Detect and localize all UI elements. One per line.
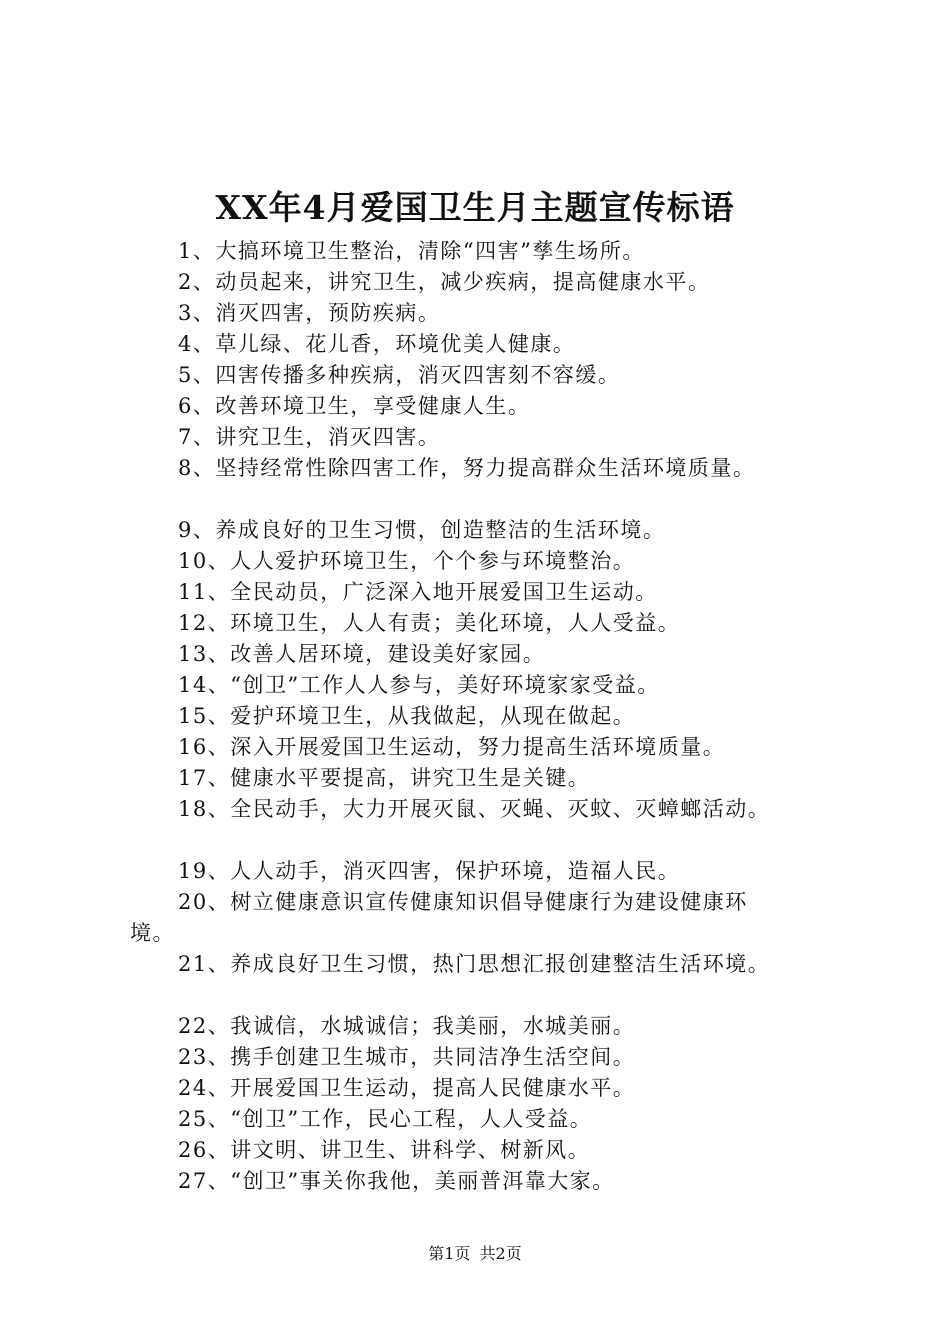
list-item: 21、养成良好卫生习惯，热门思想汇报创建整洁生活环境。 bbox=[178, 952, 771, 976]
list-item: 3、消灭四害，预防疾病。 bbox=[178, 301, 441, 325]
list-item: 26、讲文明、讲卫生、讲科学、树新风。 bbox=[178, 1138, 591, 1162]
list-item-continuation: 境。 bbox=[130, 921, 175, 945]
list-item: 22、我诚信，水城诚信；我美丽，水城美丽。 bbox=[178, 1014, 636, 1038]
list-item: 20、树立健康意识宣传健康知识倡导健康行为建设健康环 bbox=[178, 890, 748, 914]
page-footer bbox=[0, 1244, 950, 1264]
list-item: 18、全民动手，大力开展灭鼠、灭蝇、灭蚊、灭蟑螂活动。 bbox=[178, 797, 771, 821]
list-item: 5、四害传播多种疾病，消灭四害刻不容缓。 bbox=[178, 363, 621, 387]
list-item: 12、环境卫生，人人有责；美化环境，人人受益。 bbox=[178, 611, 681, 635]
page-total: 共2页 bbox=[479, 1244, 522, 1263]
list-item: 1、大搞环境卫生整治，清除“四害”孳生场所。 bbox=[178, 239, 645, 263]
list-item: 9、养成良好的卫生习惯，创造整洁的生活环境。 bbox=[178, 518, 666, 542]
list-item: 23、携手创建卫生城市，共同洁净生活空间。 bbox=[178, 1045, 636, 1069]
list-item: 8、坚持经常性除四害工作，努力提高群众生活环境质量。 bbox=[178, 456, 756, 480]
list-item: 14、“创卫”工作人人参与，美好环境家家受益。 bbox=[178, 673, 660, 697]
list-item: 2、动员起来，讲究卫生，减少疾病，提高健康水平。 bbox=[178, 270, 711, 294]
document-title: XX年4月爱国卫生月主题宣传标语 bbox=[215, 188, 735, 227]
page-number: 第1页 bbox=[428, 1244, 471, 1263]
list-item: 24、开展爱国卫生运动，提高人民健康水平。 bbox=[178, 1076, 636, 1100]
slogan-list bbox=[130, 236, 870, 1197]
list-item: 19、人人动手，消灭四害，保护环境，造福人民。 bbox=[178, 859, 681, 883]
list-item: 27、“创卫”事关你我他，美丽普洱靠大家。 bbox=[178, 1169, 615, 1193]
list-item: 10、人人爱护环境卫生，个个参与环境整治。 bbox=[178, 549, 636, 573]
list-item: 25、“创卫”工作，民心工程，人人受益。 bbox=[178, 1107, 593, 1131]
list-item: 6、改善环境卫生，享受健康人生。 bbox=[178, 394, 531, 418]
list-item: 16、深入开展爱国卫生运动，努力提高生活环境质量。 bbox=[178, 735, 726, 759]
list-item: 7、讲究卫生，消灭四害。 bbox=[178, 425, 441, 449]
list-item: 4、草儿绿、花儿香，环境优美人健康。 bbox=[178, 332, 576, 356]
list-item: 15、爱护环境卫生，从我做起，从现在做起。 bbox=[178, 704, 636, 728]
list-item: 13、改善人居环境，建设美好家园。 bbox=[178, 642, 546, 666]
list-item: 11、全民动员，广泛深入地开展爱国卫生运动。 bbox=[178, 580, 658, 604]
list-item: 17、健康水平要提高，讲究卫生是关键。 bbox=[178, 766, 591, 790]
